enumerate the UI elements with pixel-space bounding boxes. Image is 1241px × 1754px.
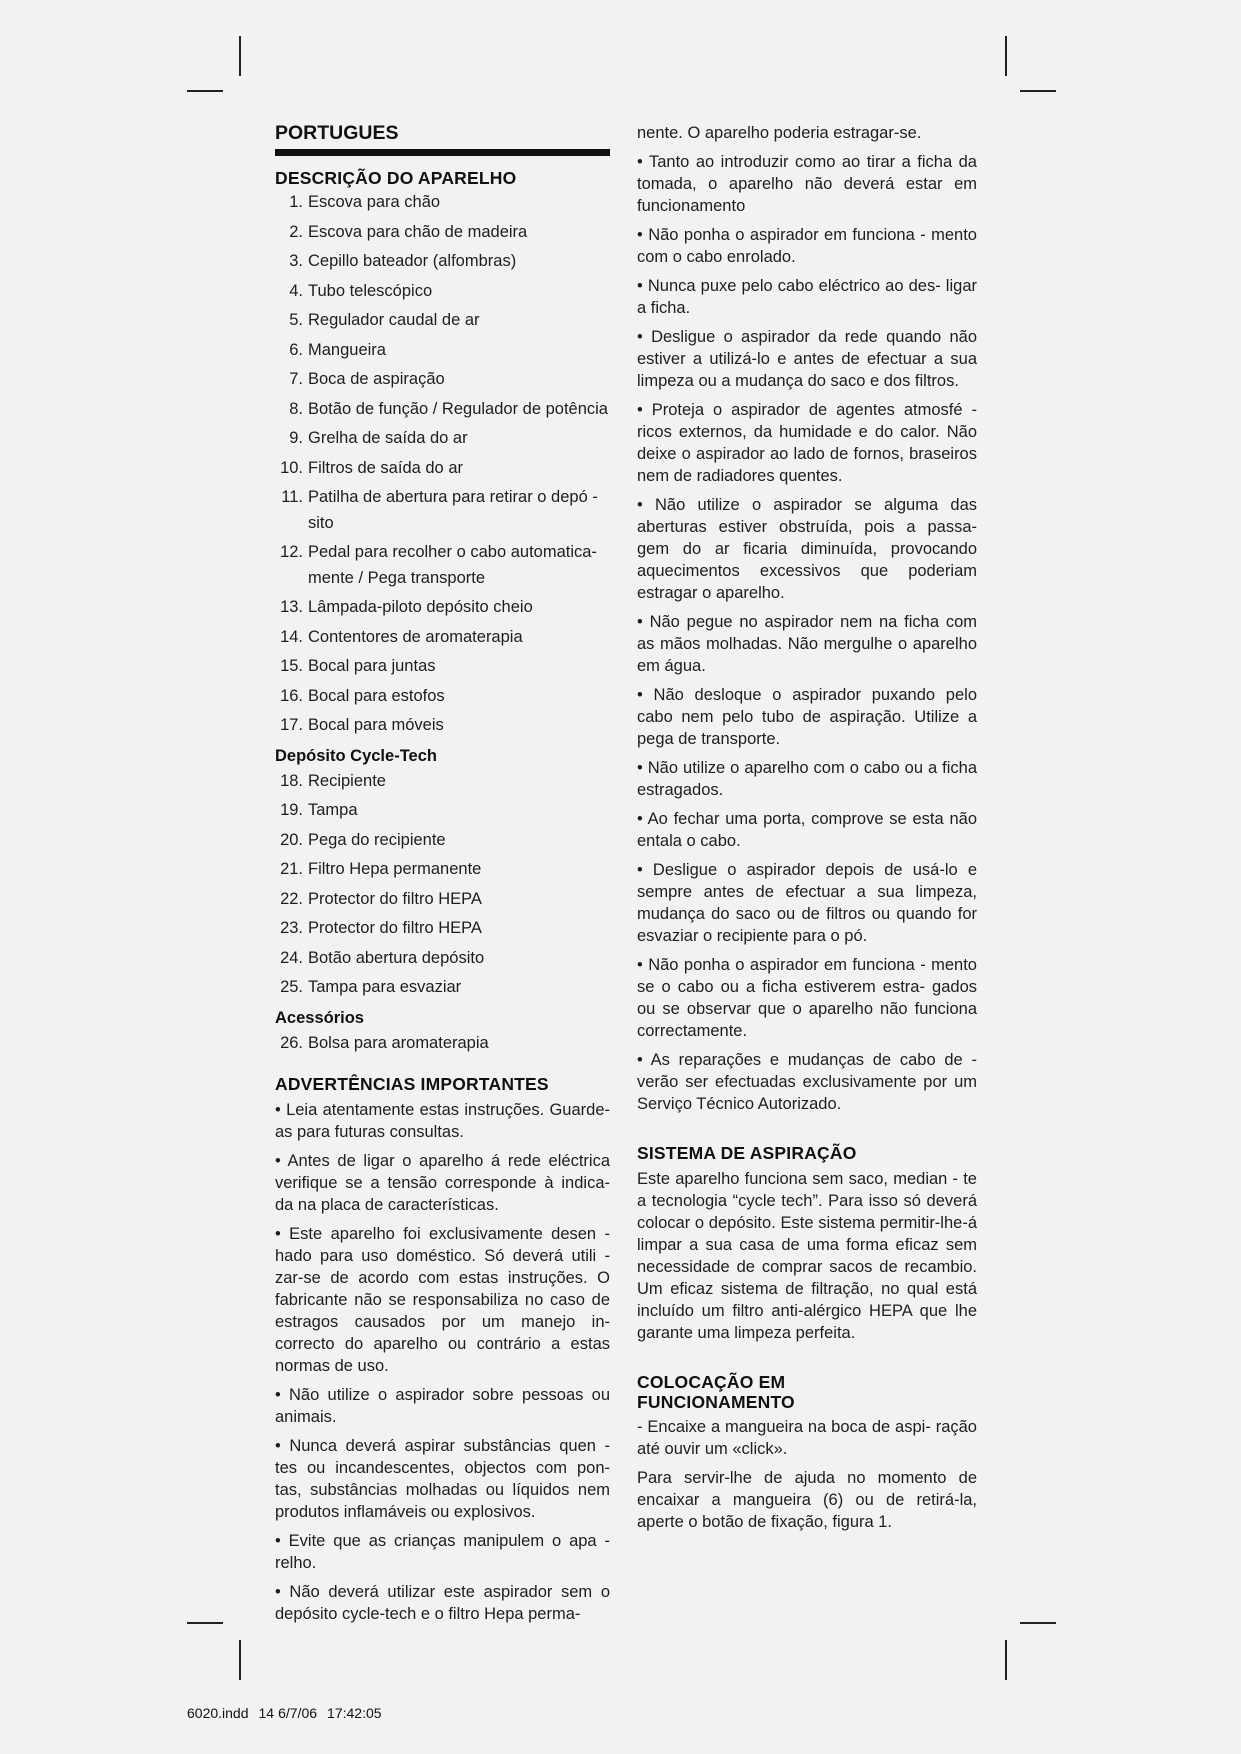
warning-paragraph: • Antes de ligar o aparelho á rede eléctrica verifique se a tensão corresponde à indica- da na placa de características. bbox=[275, 1152, 610, 1214]
list-item: 22. Protector do filtro HEPA bbox=[280, 889, 482, 908]
crop-mark bbox=[1020, 90, 1056, 92]
warnings-title: ADVERTÊNCIAS IMPORTANTES bbox=[275, 1074, 549, 1094]
slug-date: 6/7/06 bbox=[278, 1705, 318, 1721]
list-item: 7. Boca de aspiração bbox=[289, 370, 445, 388]
slug-page: 14 bbox=[258, 1705, 275, 1721]
list-item: 26. Bolsa para aromaterapia bbox=[280, 1033, 489, 1052]
start-paragraph: Para servir-lhe de ajuda no momento de encaixar a mangueira (6) ou de retirá-la, aperte o botão de fixação, figura 1. bbox=[637, 1469, 977, 1531]
parts-list bbox=[275, 193, 610, 739]
crop-mark bbox=[1005, 1640, 1007, 1680]
list-item: 17. Bocal para móveis bbox=[280, 716, 444, 734]
crop-mark bbox=[239, 36, 241, 76]
start-title-line2: FUNCIONAMENTO bbox=[637, 1392, 795, 1412]
warning-paragraph: • Este aparelho foi exclusivamente desen - hado para uso doméstico. Só deverá utili - zar-se de acordo com estas instruções. O fabricante não se responsabiliza no caso de estragos causados por um manejo in- correcto do aparelho ou contrário a estas normas de uso. bbox=[275, 1225, 610, 1375]
list-item: 5. Regulador caudal de ar bbox=[289, 311, 480, 329]
slug-file: 6020.indd bbox=[187, 1705, 249, 1721]
list-item: 24. Botão abertura depósito bbox=[280, 948, 485, 967]
warning-paragraph: • Não ponha o aspirador em funciona - mento com o cabo enrolado. bbox=[637, 226, 977, 266]
print-slug bbox=[187, 1705, 392, 1721]
list-item: 16. Bocal para estofos bbox=[280, 686, 445, 705]
list-item: 14. Contentores de aromaterapia bbox=[280, 627, 523, 646]
list-item: 10. Filtros de saída do ar bbox=[280, 458, 463, 477]
list-item: 2. Escova para chão de madeira bbox=[289, 222, 528, 241]
warning-paragraph: • Não ponha o aspirador em funciona - mento se o cabo ou a ficha estiverem estra- gados ou se observar que o aparelho não funciona correctamente. bbox=[637, 956, 977, 1040]
list-item: 21. Filtro Hepa permanente bbox=[280, 860, 482, 878]
warning-paragraph: • As reparações e mudanças de cabo de - verão ser efectuadas exclusivamente por um Serviço Técnico Autorizado. bbox=[637, 1051, 977, 1113]
list-item: 11. Patilha de abertura para retirar o depó - sito bbox=[281, 488, 598, 532]
crop-mark bbox=[187, 1622, 223, 1624]
list-item: 18. Recipiente bbox=[280, 771, 386, 790]
warning-paragraph: • Tanto ao introduzir como ao tirar a ficha da tomada, o aparelho não deverá estar em funcionamento bbox=[637, 153, 977, 215]
list-item: 12. Pedal para recolher o cabo automatica- mente / Pega transporte bbox=[280, 543, 597, 587]
accessories-title: Acessórios bbox=[275, 1008, 364, 1027]
list-item: 19. Tampa bbox=[280, 801, 358, 819]
warning-paragraph: • Não desloque o aspirador puxando pelo cabo nem pelo tubo de aspiração. Utilize a pega de transporte. bbox=[637, 686, 977, 748]
slug-time: 17:42:05 bbox=[327, 1705, 382, 1721]
crop-mark bbox=[187, 90, 223, 92]
right-column bbox=[637, 122, 977, 1540]
warning-paragraph: • Proteja o aspirador de agentes atmosfé - ricos externos, da humidade e do calor. Não deixe o aspirador ao lado de fornos, braseiros nem de radiadores quentes. bbox=[637, 401, 977, 485]
crop-mark bbox=[239, 1640, 241, 1680]
crop-mark bbox=[1005, 36, 1007, 76]
warning-paragraph: • Não deverá utilizar este aspirador sem o depósito cycle-tech e o filtro Hepa perma- bbox=[275, 1583, 610, 1623]
list-item: 8. Botão de função / Regulador de potência bbox=[289, 399, 608, 418]
suction-system-title: SISTEMA DE ASPIRAÇÃO bbox=[637, 1143, 857, 1163]
start-title bbox=[637, 1372, 977, 1412]
warning-paragraph: • Nunca deverá aspirar substâncias quen - tes ou incandescentes, objectos com pon- tas, substâncias molhadas ou líquidos nem produtos inflamáveis ou explosivos. bbox=[275, 1437, 610, 1521]
suction-system-text: Este aparelho funciona sem saco, median - te a tecnologia “cycle tech”. Para isso só deverá colocar o depósito. Este sistema permitir-lhe-á limpar a sua casa de uma forma eficaz sem necessidade de comprar sacos de recambio. Um eficaz sistema de filtração, no qual está incluído um filtro anti-alérgico HEPA que lhe garante uma limpeza perfeita. bbox=[637, 1170, 977, 1342]
warning-paragraph: nente. O aparelho poderia estragar-se. bbox=[637, 124, 922, 142]
warning-paragraph: • Ao fechar uma porta, comprove se esta não entala o cabo. bbox=[637, 810, 977, 850]
warning-paragraph: • Não pegue no aspirador nem na ficha com as mãos molhadas. Não mergulhe o aparelho em água. bbox=[637, 613, 977, 675]
list-item: 23. Protector do filtro HEPA bbox=[280, 919, 482, 937]
deposit-title: Depósito Cycle-Tech bbox=[275, 746, 437, 765]
warning-paragraph: • Leia atentamente estas instruções. Guarde-as para futuras consultas. bbox=[275, 1101, 610, 1141]
warning-paragraph: • Nunca puxe pelo cabo eléctrico ao des- ligar a ficha. bbox=[637, 277, 977, 317]
warning-paragraph: • Não utilize o aparelho com o cabo ou a ficha estragados. bbox=[637, 759, 977, 799]
list-item: 3. Cepillo bateador (alfombras) bbox=[289, 252, 517, 270]
description-title: DESCRIÇÃO DO APARELHO bbox=[275, 168, 517, 188]
warning-paragraph: • Evite que as crianças manipulem o apa - relho. bbox=[275, 1532, 610, 1572]
warning-paragraph: • Não utilize o aspirador sobre pessoas ou animais. bbox=[275, 1386, 610, 1426]
crop-mark bbox=[1020, 1622, 1056, 1624]
list-item: 25. Tampa para esvaziar bbox=[280, 978, 462, 996]
deposit-parts-list bbox=[275, 772, 610, 1001]
list-item: 15. Bocal para juntas bbox=[280, 657, 436, 675]
warning-paragraph: • Desligue o aspirador depois de usá-lo e sempre antes de efectuar a sua limpeza, mudança do saco ou de filtros ou quando for esvaziar o recipiente para o pó. bbox=[637, 861, 977, 945]
left-column bbox=[275, 122, 610, 1632]
accessories-list bbox=[275, 1034, 610, 1057]
language-title: PORTUGUES bbox=[275, 122, 610, 156]
list-item: 20. Pega do recipiente bbox=[280, 830, 446, 849]
list-item: 13. Lâmpada-piloto depósito cheio bbox=[280, 598, 533, 616]
warning-paragraph: • Não utilize o aspirador se alguma das aberturas estiver obstruída, pois a passa- gem do ar ficaria diminuída, provocando aquecimentos excessivos que poderiam estragar o aparelho. bbox=[637, 496, 977, 602]
start-paragraph: - Encaixe a mangueira na boca de aspi- ração até ouvir um «click». bbox=[637, 1418, 977, 1458]
list-item: 9. Grelha de saída do ar bbox=[289, 429, 468, 447]
list-item: 4. Tubo telescópico bbox=[289, 281, 433, 300]
start-title-line1: COLOCAÇÃO EM bbox=[637, 1372, 786, 1392]
warning-paragraph: • Desligue o aspirador da rede quando não estiver a utilizá-lo e antes de efectuar a sua limpeza ou a mudança do saco e dos filtros. bbox=[637, 328, 977, 390]
list-item: 6. Mangueira bbox=[289, 340, 386, 359]
list-item: 1. Escova para chão bbox=[289, 193, 441, 211]
